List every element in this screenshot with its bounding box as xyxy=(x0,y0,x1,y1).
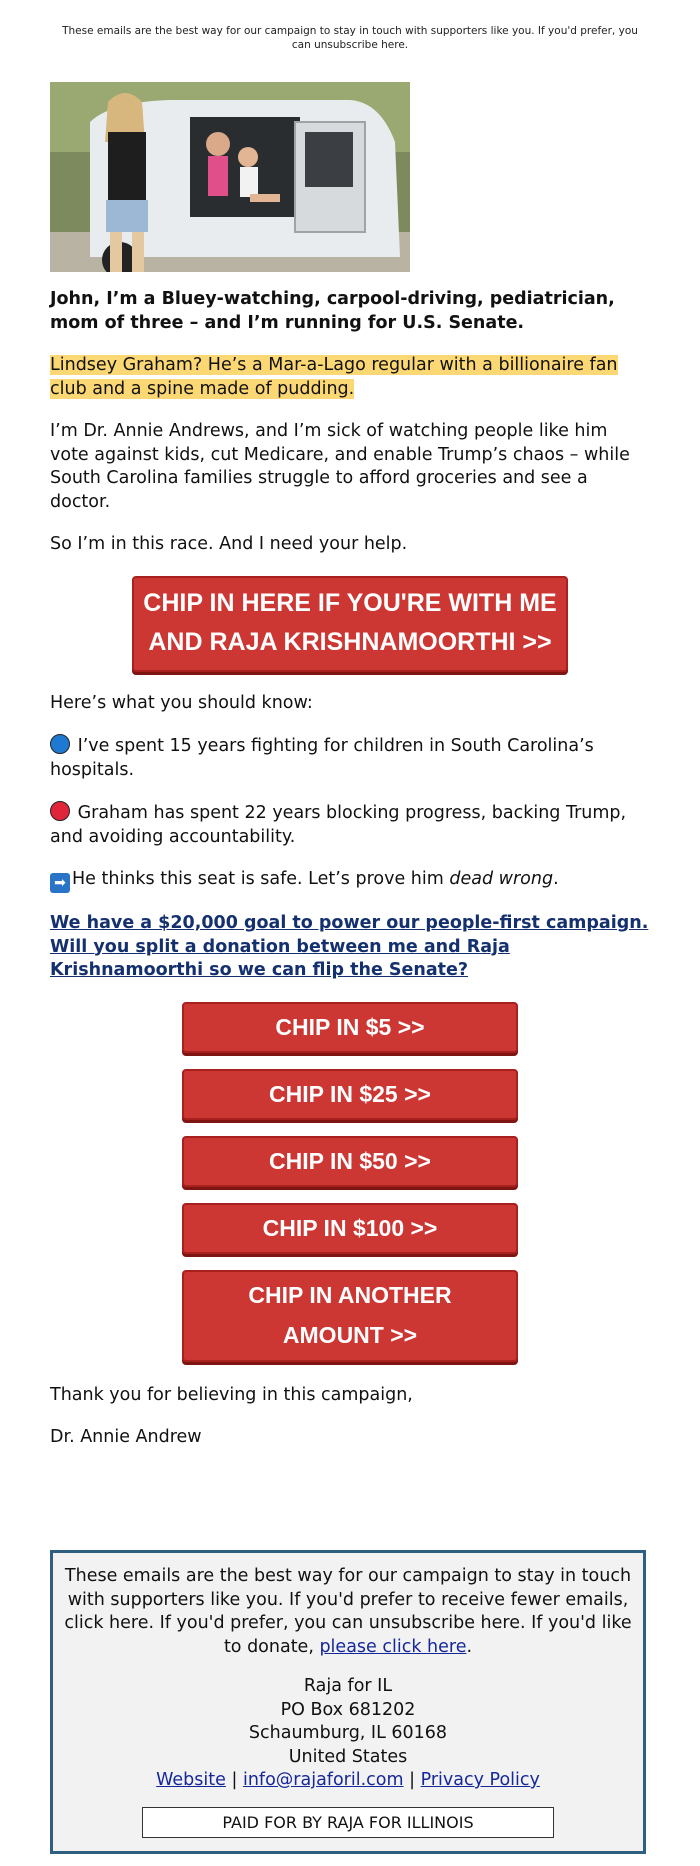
donate-link[interactable]: please click here xyxy=(319,1636,467,1657)
org-name: Raja for IL xyxy=(303,1676,393,1696)
preheader-text: These emails are the best way for our campaign to stay in touch with supporters like you. If you'd prefer, you can unsubscribe here. xyxy=(62,25,638,51)
privacy-link[interactable]: Privacy Policy xyxy=(420,1770,540,1790)
footer-box xyxy=(50,1550,646,1854)
bullet-item xyxy=(50,734,650,782)
highlight-text: Lindsey Graham? He’s a Mar-a-Lago regular with a billionaire fan club and a spine made of pudding. xyxy=(50,355,618,399)
goal-link[interactable]: We have a $20,000 goal to power our people-first campaign. Will you split a donation between me and Raja Krishnamoorthi so we can flip the Senate? xyxy=(50,913,649,980)
signature: Dr. Annie Andrew xyxy=(50,1427,202,1447)
red-circle-icon xyxy=(50,801,70,821)
email-link[interactable]: info@rajaforil.com xyxy=(242,1770,404,1790)
right-arrow-icon: ➡ xyxy=(50,873,70,893)
chip-in-main-line2: AND RAJA KRISHNAMOORTHI >> xyxy=(148,627,552,656)
another-line2: AMOUNT >> xyxy=(282,1321,418,1348)
footer-body: These emails are the best way for our campaign to stay in touch with supporters like you. If you'd prefer to receive fewer emails, click here. If you'd prefer, you can unsubscribe here. If you'd like to donate, xyxy=(64,1566,632,1657)
chip-in-100-button[interactable]: CHIP IN $100 >> xyxy=(182,1203,518,1254)
email-body xyxy=(50,288,650,1469)
bullet-emphasis: dead wrong xyxy=(449,869,554,889)
hero-image xyxy=(50,82,410,272)
chip-in-25-button[interactable]: CHIP IN $25 >> xyxy=(182,1069,518,1120)
help-paragraph: So I’m in this race. And I need your help. xyxy=(50,534,408,554)
headline: John, I’m a Bluey-watching, carpool-driving, pediatrician, mom of three – and I’m running for U.S. Senate. xyxy=(50,289,615,333)
footer-body-end: . xyxy=(466,1636,473,1657)
country-line: United States xyxy=(288,1746,408,1767)
link-separator: | xyxy=(231,1770,238,1790)
footer-links xyxy=(53,1769,643,1793)
chip-in-another-amount-button[interactable] xyxy=(182,1270,518,1362)
bullet-text: Graham has spent 22 years blocking progress, backing Trump, and avoiding accountability. xyxy=(50,803,627,847)
chip-in-main-button[interactable] xyxy=(132,576,568,672)
blue-circle-icon xyxy=(50,734,70,754)
city-line: Schaumburg, IL 60168 xyxy=(248,1723,448,1743)
amount-buttons xyxy=(50,1002,650,1362)
bullet-text: He thinks this seat is safe. Let’s prove him xyxy=(72,869,450,889)
footer-text xyxy=(53,1553,643,1659)
chip-in-50-button[interactable]: CHIP IN $50 >> xyxy=(182,1136,518,1187)
website-link[interactable]: Website xyxy=(156,1770,226,1790)
bullet-item xyxy=(50,801,650,849)
hero-photo xyxy=(50,82,410,272)
intro-paragraph: I’m Dr. Annie Andrews, and I’m sick of watching people like him vote against kids, cut Medicare, and enable Trump’s chaos – while South Carolina families struggle to afford groceries and see a doctor. xyxy=(50,421,630,512)
link-separator: | xyxy=(409,1770,416,1790)
po-box: PO Box 681202 xyxy=(280,1699,416,1720)
chip-in-main-line1: CHIP IN HERE IF YOU'RE WITH ME xyxy=(143,588,557,617)
bullet-text: I’ve spent 15 years fighting for children in South Carolina’s hospitals. xyxy=(50,736,594,780)
chip-in-5-button[interactable]: CHIP IN $5 >> xyxy=(182,1002,518,1053)
know-intro: Here’s what you should know: xyxy=(50,692,313,713)
footer-address xyxy=(53,1675,643,1793)
thanks-text: Thank you for believing in this campaign, xyxy=(50,1384,413,1405)
paid-for-disclaimer: PAID FOR BY RAJA FOR ILLINOIS xyxy=(142,1807,554,1838)
bullet-item xyxy=(50,868,650,893)
bullet-end: . xyxy=(553,869,559,889)
another-line1: CHIP IN ANOTHER xyxy=(248,1281,452,1308)
main-cta-wrap xyxy=(50,576,650,672)
